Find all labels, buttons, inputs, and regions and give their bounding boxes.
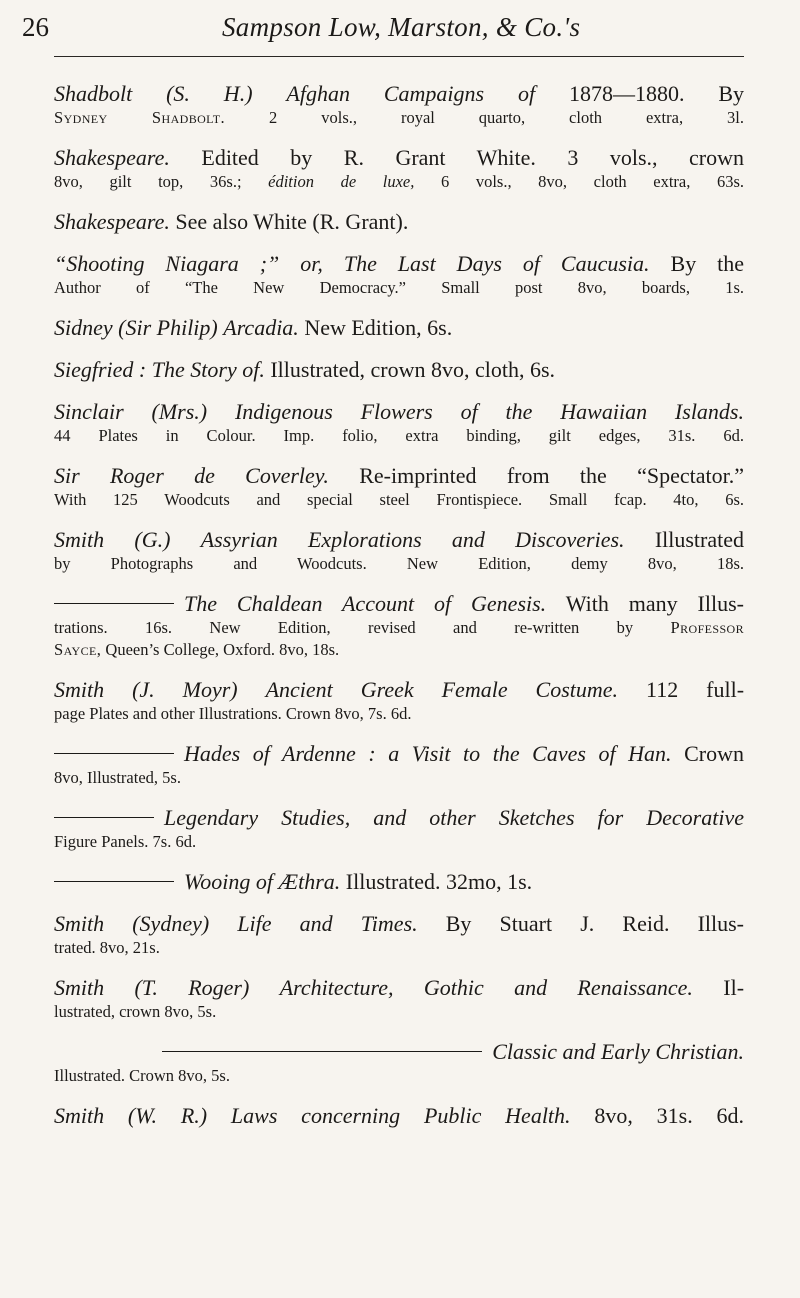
catalogue-entry xyxy=(54,250,744,299)
entry-author: Siegfried : xyxy=(54,357,147,382)
entry-title: Classic and Early Christian. xyxy=(492,1039,744,1064)
catalogue-entry xyxy=(54,676,744,725)
entry-author: Sinclair (Mrs.) xyxy=(54,399,208,424)
entry-title: Indigenous Flowers of the Hawaiian Islands. xyxy=(234,399,744,424)
catalogue-entry xyxy=(54,1102,744,1129)
header-rule xyxy=(54,56,744,57)
entry-author-name: Sydney Shadbolt. xyxy=(54,108,226,127)
entry-details: 8vo, 31s. 6d. xyxy=(594,1103,744,1128)
ditto-dash xyxy=(54,603,174,604)
entry-details: With many Illus- xyxy=(565,591,744,616)
entry-details: New Edition, 6s. xyxy=(304,315,453,340)
entry-title: Afghan Campaigns of xyxy=(286,81,536,106)
entry-title: Assyrian Explorations and Discoveries. xyxy=(200,527,625,552)
page-header-title: Sampson Low, Marston, & Co.'s xyxy=(222,12,581,42)
catalogue-entry xyxy=(54,910,744,959)
catalogue-entry xyxy=(54,462,744,511)
page-number: 26 xyxy=(22,12,49,42)
catalogue-entry xyxy=(54,804,744,853)
entry-author: Sidney (Sir Philip) xyxy=(54,315,218,340)
entry-title: “Shooting Niagara ;” xyxy=(54,251,280,276)
catalogue-entry xyxy=(54,208,744,235)
entry-title: Arcadia. xyxy=(223,315,299,340)
entry-details: Illustrated. Crown 8vo, 5s. xyxy=(54,1066,230,1085)
entry-edition: édition de luxe, xyxy=(268,172,415,191)
catalogue-entry xyxy=(54,868,744,895)
entry-details: 8vo, gilt top, 36s.; xyxy=(54,172,242,191)
entry-details: 44 Plates in Colour. Imp. folio, extra binding, gilt edges, 31s. 6d. xyxy=(54,426,744,445)
entry-details: Figure Panels. 7s. 6d. xyxy=(54,832,197,851)
entry-title: Architecture, Gothic and Renaissance. xyxy=(279,975,693,1000)
catalogue-entry xyxy=(54,740,744,789)
entry-details: With 125 Woodcuts and special steel Frontispiece. Small fcap. 4to, 6s. xyxy=(54,490,744,509)
entry-title: Laws concerning Public Health. xyxy=(230,1103,571,1128)
entry-details: 112 full- xyxy=(646,677,745,702)
catalogue-entry xyxy=(54,80,744,129)
running-head xyxy=(22,10,782,50)
ditto-dash xyxy=(54,881,174,882)
entry-author: Smith (G.) xyxy=(54,527,171,552)
entry-title: Hades of Ardenne : a Visit to the Caves of Han. xyxy=(184,741,672,766)
entry-title: The Story of. xyxy=(151,357,265,382)
entry-title: The Chaldean Account of Genesis. xyxy=(184,591,547,616)
ditto-dash xyxy=(54,753,174,754)
catalogue-entry xyxy=(54,314,744,341)
entry-title: Wooing of Æthra. xyxy=(184,869,341,894)
entry-details: Crown xyxy=(684,741,744,766)
entry-author: Shadbolt (S. H.) xyxy=(54,81,253,106)
entry-author: Smith (T. Roger) xyxy=(54,975,250,1000)
entry-title: Ancient Greek Female Costume. xyxy=(265,677,619,702)
entry-details: 1878—1880. By xyxy=(568,81,745,106)
catalogue-entry xyxy=(54,398,744,447)
entry-details: Illustrated xyxy=(654,527,745,552)
entry-title-conjunction: or, xyxy=(300,251,323,276)
entry-editor-title: Professor xyxy=(670,618,744,637)
entry-details: lustrated, crown 8vo, 5s. xyxy=(54,1002,217,1021)
entry-details: Queen’s College, Oxford. 8vo, 18s. xyxy=(105,640,340,659)
catalogue-entries xyxy=(54,80,744,1144)
entry-cross-reference: See also White (R. Grant). xyxy=(175,209,409,234)
entry-details: Illustrated, crown 8vo, cloth, 6s. xyxy=(270,357,556,382)
catalogue-entry xyxy=(54,974,744,1023)
catalogue-entry xyxy=(54,144,744,193)
entry-details: 8vo, Illustrated, 5s. xyxy=(54,768,181,787)
ditto-dash xyxy=(162,1051,482,1052)
entry-title: Sir Roger de Coverley. xyxy=(54,463,329,488)
entry-author: Shakespeare. xyxy=(54,145,170,170)
entry-details: Il- xyxy=(723,975,745,1000)
entry-details: trations. 16s. New Edition, revised and re-written by xyxy=(54,618,634,637)
catalogue-entry xyxy=(54,590,744,661)
entry-details: By Stuart J. Reid. Illus- xyxy=(445,911,745,936)
entry-details: 2 vols., royal quarto, cloth extra, 3l. xyxy=(269,108,744,127)
entry-details: by Photographs and Woodcuts. New Edition, demy 8vo, 18s. xyxy=(54,554,744,573)
entry-details: trated. 8vo, 21s. xyxy=(54,938,160,957)
entry-author: Shakespeare. xyxy=(54,209,170,234)
entry-details: page Plates and other Illustrations. Crown 8vo, 7s. 6d. xyxy=(54,704,412,723)
entry-author: Smith (W. R.) xyxy=(54,1103,208,1128)
entry-details: By the xyxy=(670,251,745,276)
catalogue-entry xyxy=(54,356,744,383)
entry-details: Illustrated. 32mo, 1s. xyxy=(345,869,533,894)
catalogue-entry xyxy=(54,526,744,575)
ditto-dash xyxy=(54,817,154,818)
entry-details: Edited by R. Grant White. 3 vols., crown xyxy=(201,145,745,170)
entry-author: Smith (Sydney) xyxy=(54,911,210,936)
entry-editor-name: Sayce, xyxy=(54,640,102,659)
catalogue-entry xyxy=(54,1038,744,1087)
entry-author: Smith (J. Moyr) xyxy=(54,677,238,702)
entry-details: 6 vols., 8vo, cloth extra, 63s. xyxy=(440,172,745,191)
entry-title: Legendary Studies, and other Sketches for Decorative xyxy=(164,805,744,830)
entry-details: Author of “The New Democracy.” Small post 8vo, boards, 1s. xyxy=(54,278,744,297)
entry-subtitle: The Last Days of Caucusia. xyxy=(343,251,650,276)
entry-title: Life and Times. xyxy=(237,911,418,936)
entry-details: Re-imprinted from the “Spectator.” xyxy=(359,463,745,488)
